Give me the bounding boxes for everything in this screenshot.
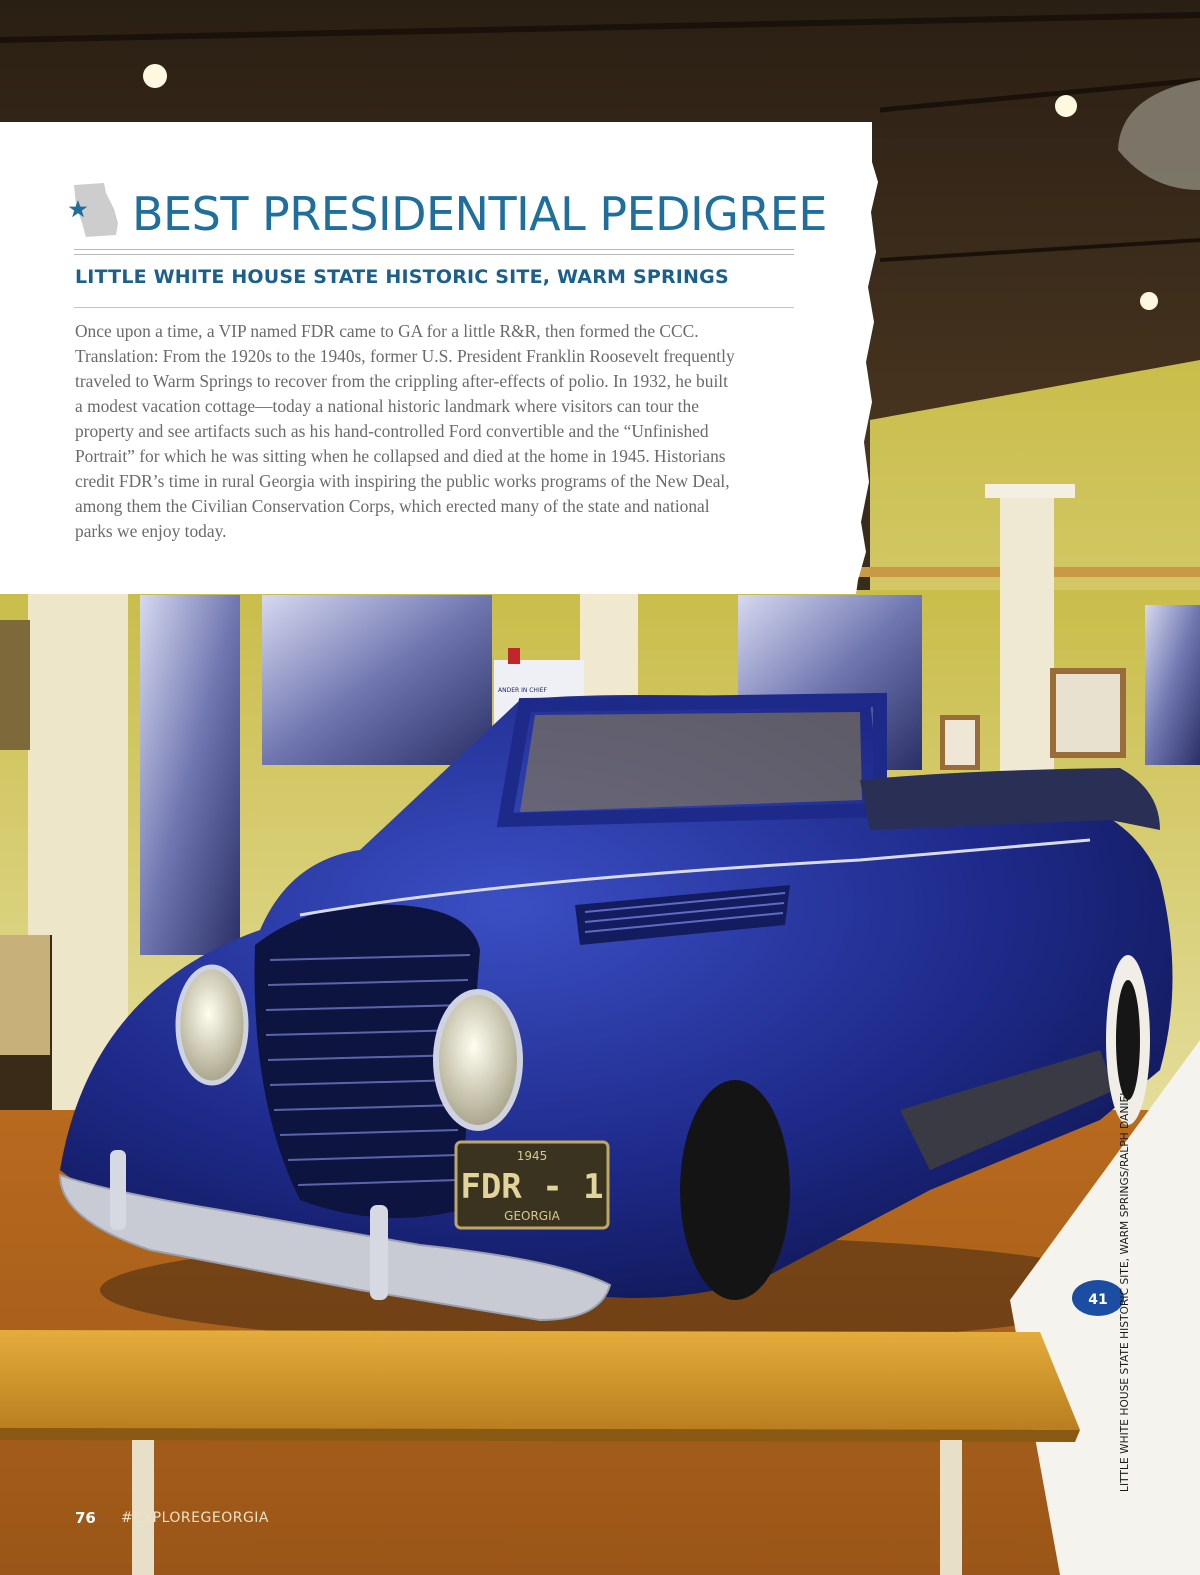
body-line: a modest vacation cottage—today a national historic landmark where visitors can tour the	[75, 396, 699, 416]
body-line: among them the Civilian Conservation Corps, which erected many of the state and national	[75, 496, 710, 516]
headline-rule	[74, 249, 794, 255]
body-line: Translation: From the 1920s to the 1940s, former U.S. President Franklin Roosevelt frequently	[75, 346, 735, 366]
subhead: LITTLE WHITE HOUSE STATE HISTORIC SITE, WARM SPRINGS	[75, 266, 729, 288]
hashtag: #EXPLOREGEORGIA	[121, 1510, 269, 1526]
plate-year: 1945	[516, 1149, 548, 1163]
exhibit-number: 41	[1088, 1292, 1108, 1308]
body-line: credit FDR’s time in rural Georgia with inspiring the public works programs of the New Deal,	[75, 471, 730, 491]
georgia-star-icon	[66, 183, 122, 241]
plate-number: FDR - 1	[460, 1167, 604, 1207]
article-body	[75, 319, 795, 544]
body-line: Portrait” for which he was sitting when he collapsed and died at the home in 1945. Historians	[75, 446, 726, 466]
page-number: 76	[75, 1509, 96, 1527]
body-line: property and see artifacts such as his hand-controlled Ford convertible and the “Unfinished	[75, 421, 709, 441]
exhibit-text: ANDER IN CHIEF	[498, 687, 547, 694]
body-line: traveled to Warm Springs to recover from the crippling after-effects of polio. In 1932, he built	[75, 371, 728, 391]
photo-credit: LITTLE WHITE HOUSE STATE HISTORIC SITE, WARM SPRINGS/RALPH DANIEL	[1119, 1089, 1131, 1492]
body-line: parks we enjoy today.	[75, 521, 227, 541]
subhead-rule	[74, 307, 794, 308]
headline: BEST PRESIDENTIAL PEDIGREE	[132, 187, 827, 241]
plate-state: GEORGIA	[504, 1209, 560, 1223]
body-line: Once upon a time, a VIP named FDR came to GA for a little R&R, then formed the CCC.	[75, 321, 699, 341]
